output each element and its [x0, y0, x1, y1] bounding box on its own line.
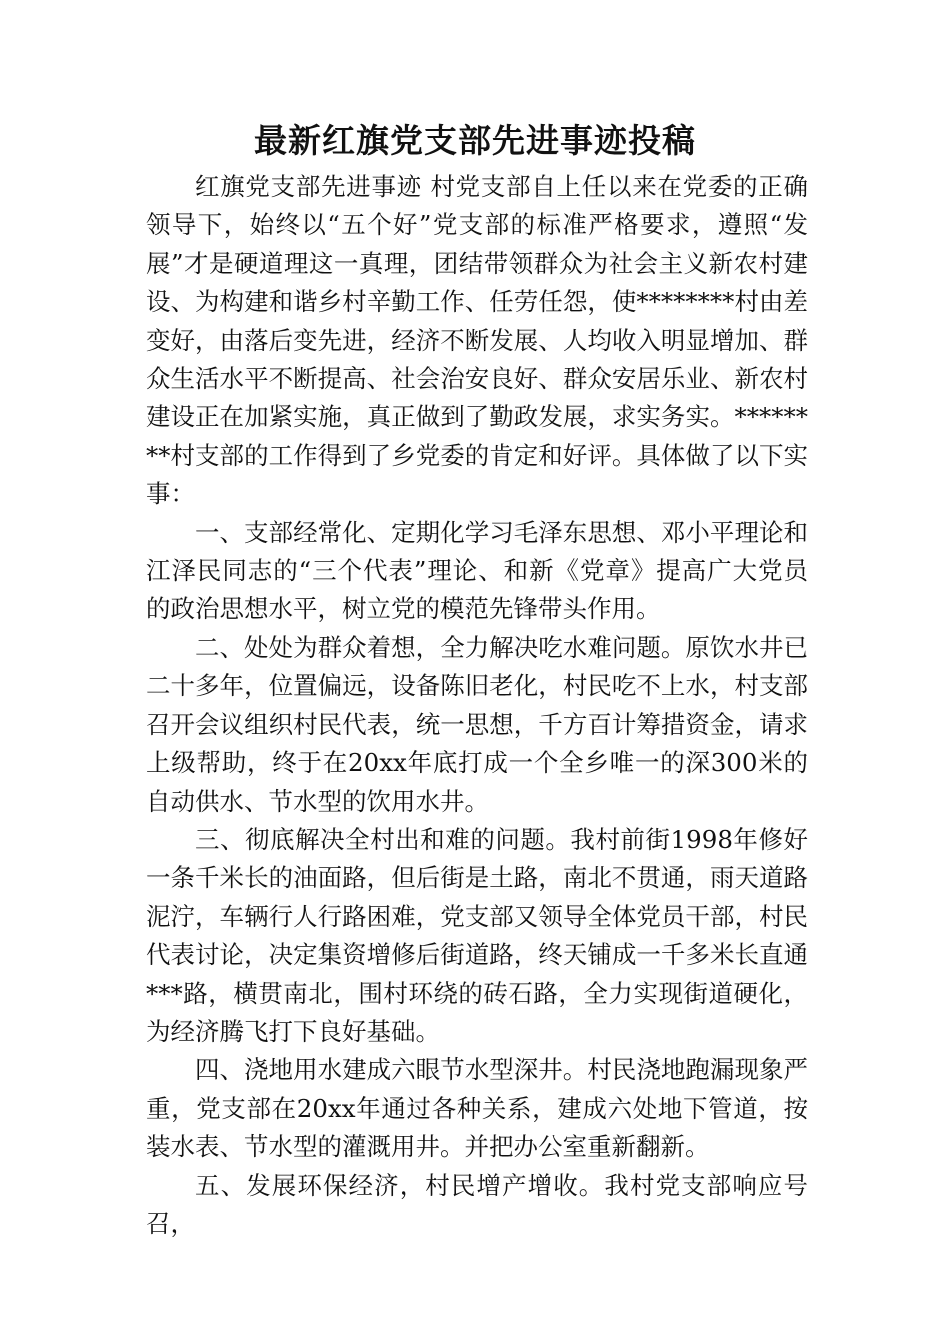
paragraph-item-1: 一、支部经常化、定期化学习毛泽东思想、邓小平理论和江泽民同志的“三个代表”理论、和新《党章》提高广大党员的政治思想水平，树立党的模范先锋带头作用。 — [146, 517, 808, 624]
document-title: 最新红旗党支部先进事迹投稿 — [254, 121, 696, 160]
paragraph-intro: 红旗党支部先进事迹 村党支部自上任以来在党委的正确领导下，始终以“五个好”党支部的标准严格要求，遵照“发展”才是硬道理这一真理，团结带领群众为社会主义新农村建设、为构建和谐乡村辛勤工作、任劳任怨，使********村由差变好，由落后变先进，经济不断发展、人均收入明显增加、群众生活水平不断提高、社会治安良好、群众安居乐业、新农村建设正在加紧实施，真正做到了勤政发展，求实务实。********村支部的工作得到了乡党委的肯定和好评。具体做了以下实事： — [146, 172, 808, 509]
paragraph-item-2: 二、处处为群众着想，全力解决吃水难问题。原饮水井已二十多年，位置偏远，设备陈旧老化，村民吃不上水，村支部召开会议组织村民代表，统一思想，千方百计筹措资金，请求上级帮助，终于在20xx年底打成一个全乡唯一的深300米的自动供水、节水型的饮用水井。 — [146, 632, 808, 816]
paragraph-item-5: 五、发展环保经济，村民增产增收。我村党支部响应号召， — [146, 1170, 808, 1238]
paragraph-item-4: 四、浇地用水建成六眼节水型深井。村民浇地跑漏现象严重，党支部在20xx年通过各种关系，建成六处地下管道，按装水表、节水型的灌溉用井。并把办公室重新翻新。 — [146, 1055, 808, 1162]
document-body — [146, 168, 808, 1243]
paragraph-item-3: 三、彻底解决全村出和难的问题。我村前街1998年修好一条千米长的油面路，但后街是土路，南北不贯通，雨天道路泥泞，车辆行人行路困难，党支部又领导全体党员干部，村民代表讨论，决定集资增修后街道路，终天铺成一千多米长直通***路，横贯南北，围村环绕的砖石路，全力实现街道硬化，为经济腾飞打下良好基础。 — [146, 824, 808, 1046]
